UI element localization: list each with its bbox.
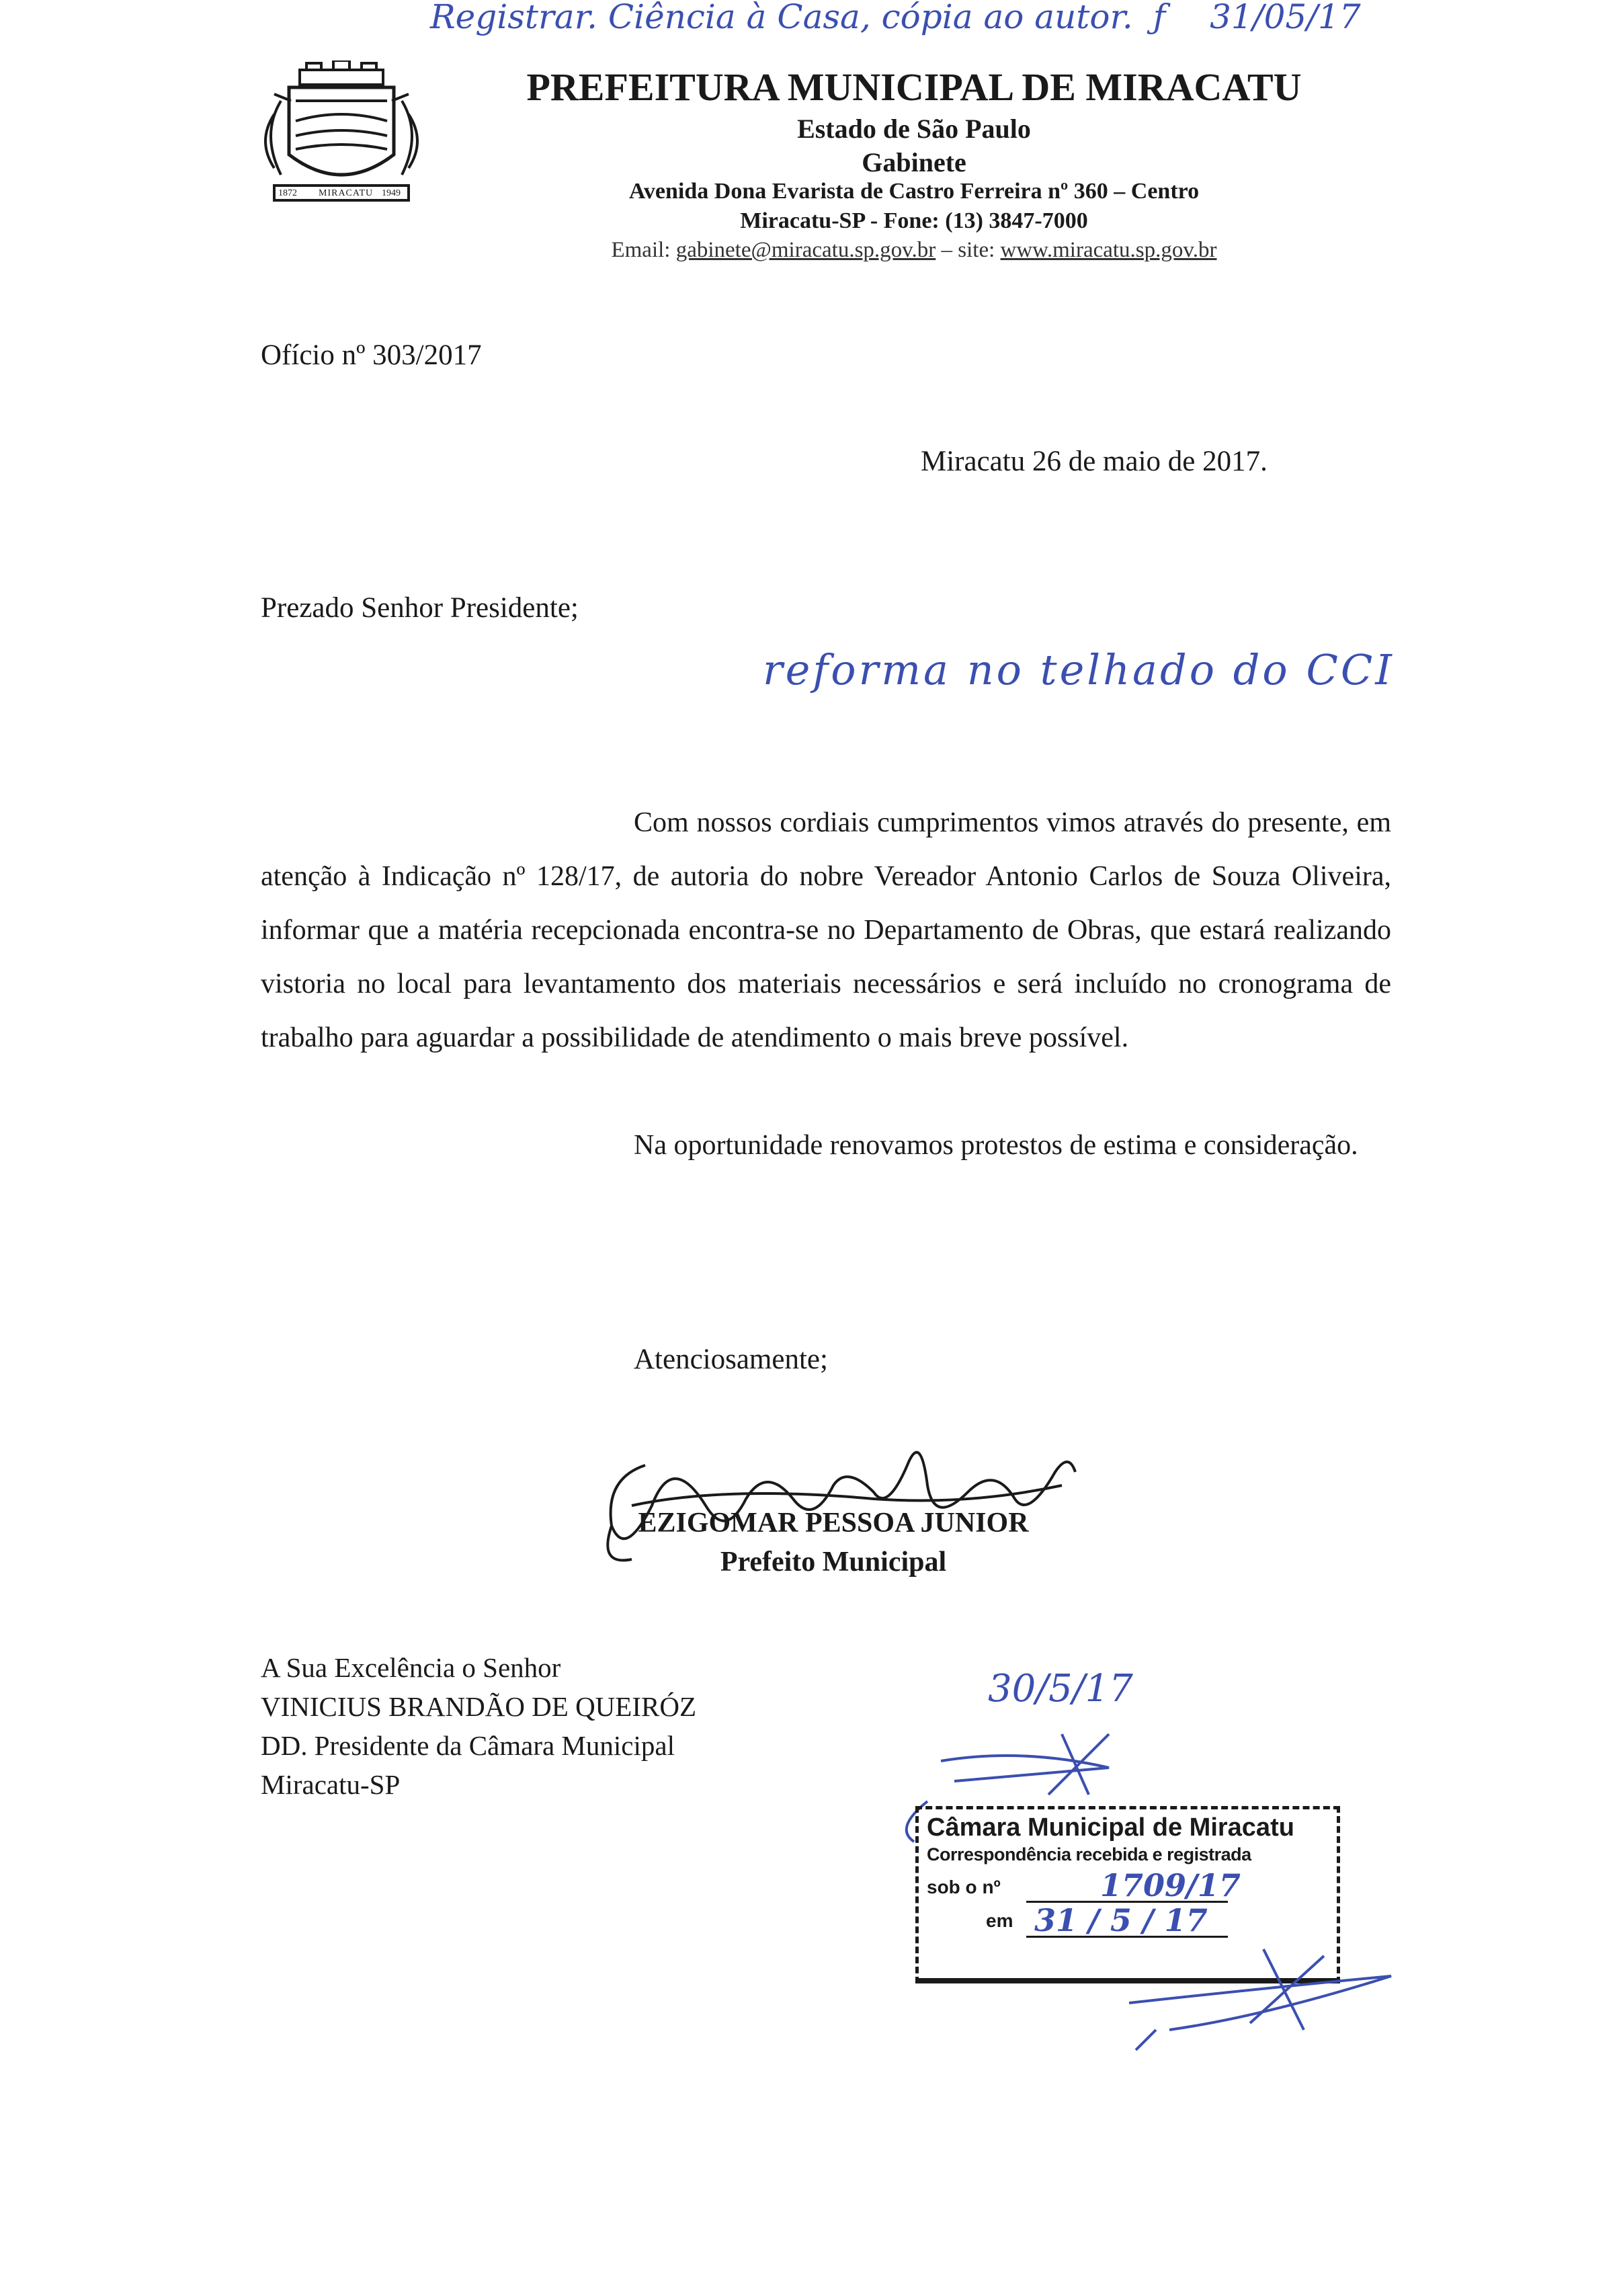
stamp-date-value: 31 / 5 / 17 [1034, 1902, 1208, 1938]
stamp-number-value: 1709/17 [1100, 1867, 1241, 1903]
email-label: Email: [611, 238, 671, 262]
recipient-block [261, 1648, 696, 1804]
letterhead-contact-line [430, 238, 1398, 263]
handwritten-initials: ƒ [1153, 0, 1166, 36]
stamp-subtitle: Correspondência recebida e registrada [927, 1844, 1251, 1864]
letterhead-address: Avenida Dona Evarista de Castro Ferreira nº 360 – Centro [628, 179, 1200, 204]
handwritten-dispatch-note [430, 0, 1361, 36]
recipient-line-1: A Sua Excelência o Senhor [261, 1652, 561, 1683]
letterhead-department: Gabinete [862, 147, 966, 177]
letter-date: Miracatu 26 de maio de 2017. [921, 446, 1268, 477]
letter-body-paragraph-1: Com nossos cordiais cumprimentos vimos através do presente, em atenção à Indicação nº 128/17, de autoria do nobre Vereador Antonio Carlos de Souza Oliveira, informar que a matéria recepcionada encontra-se no Departamento de Obras, que estará realizando vistoria no local para levantamento dos materiais necessários e será incluído no cronograma de trabalho para aguardar a possibilidade de atendimento o mais breve possível. [261, 807, 1391, 1053]
email-link[interactable]: gabinete@miracatu.sp.gov.br [675, 238, 936, 262]
letter-body-paragraph-2: Na oportunidade renovamos protestos de estima e consideração. [634, 1130, 1358, 1161]
municipal-coat-of-arms [254, 60, 429, 215]
handwritten-received-date: 30/5/17 [988, 1667, 1133, 1711]
site-link[interactable]: www.miracatu.sp.gov.br [1000, 238, 1217, 262]
letterhead-phone: Miracatu-SP - Fone: (13) 3847-7000 [740, 208, 1088, 233]
letterhead-state: Estado de São Paulo [797, 114, 1031, 144]
signer-name: EZIGOMAR PESSOA JUNIOR [638, 1508, 1029, 1539]
handwritten-note-text: Registrar. Ciência à Casa, cópia ao autor. [430, 0, 1133, 36]
stamp-title: Câmara Municipal de Miracatu [927, 1813, 1294, 1842]
seal-year-right: 1949 [382, 188, 401, 198]
signer-title: Prefeito Municipal [720, 1547, 947, 1577]
handwritten-note-date: 31/05/17 [1210, 0, 1361, 36]
recipient-line-3: DD. Presidente da Câmara Municipal [261, 1730, 675, 1761]
stamp-number-label: sob o nº [927, 1877, 1001, 1897]
recipient-line-2: VINICIUS BRANDÃO DE QUEIRÓZ [261, 1691, 696, 1722]
letter-salutation: Prezado Senhor Presidente; [261, 592, 579, 624]
recipient-line-4: Miracatu-SP [261, 1769, 401, 1800]
stamp-date-label: em [986, 1910, 1013, 1931]
handwritten-subject: reforma no telhado do CCI [763, 645, 1395, 694]
letter-reference: Ofício nº 303/2017 [261, 339, 482, 371]
seal-year-left: 1872 [278, 188, 297, 198]
stamp-pen-mark-icon [1129, 1909, 1411, 2057]
letterhead-title: PREFEITURA MUNICIPAL DE MIRACATU [526, 65, 1302, 109]
site-label: – site: [941, 238, 995, 262]
letter-closing: Atenciosamente; [634, 1344, 828, 1375]
seal-city-ribbon: MIRACATU [319, 188, 374, 198]
